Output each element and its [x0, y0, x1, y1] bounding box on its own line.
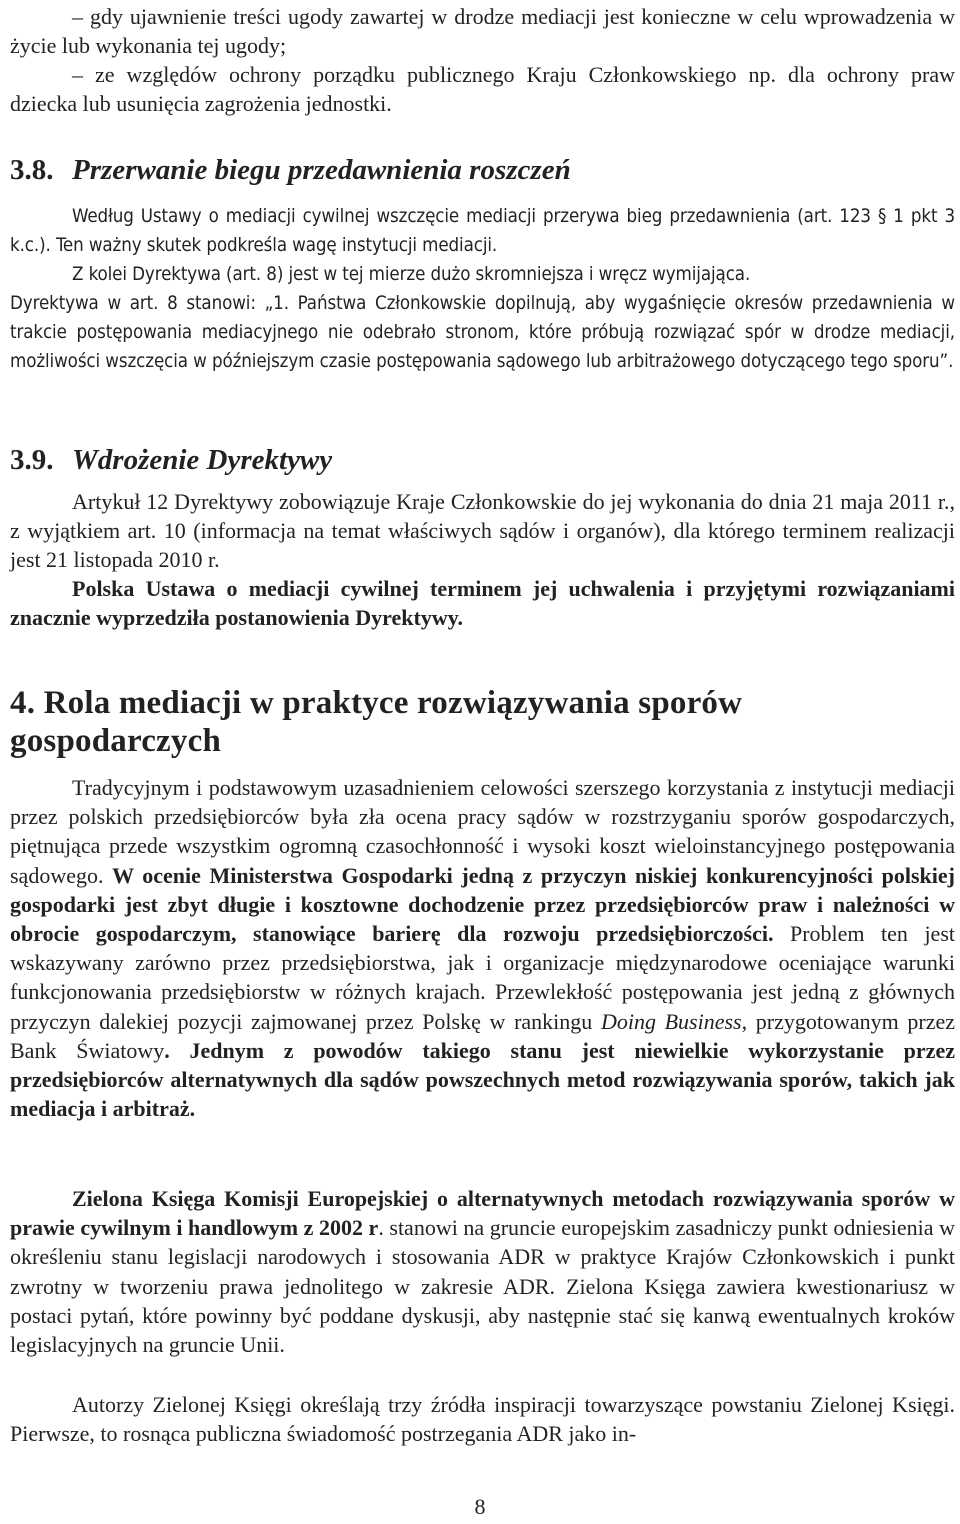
text-run-italic: Doing Business	[600, 1008, 742, 1034]
paragraph: Artykuł 12 Dyrektywy zobowiązuje Kraje Członkowskie do jej wykonania do dnia 21 maja 2011 r., z wyjątkiem art. 10 (informacja na temat właściwych sądów i organów), dla którego terminem realizacji jest 21 listopada 2010 r.	[10, 489, 955, 573]
section-title: Wdrożenie Dyrektywy	[72, 444, 333, 476]
text-run: Tradycyjnym i podstawowym uzasadnieniem celowości szerszego korzystania z instytucji mediacji przez polskich przedsiębiorców była zła ocena pracy sądów w rozstrzyganiu sporów gospodarczych, piętnująca przede wszystkim ogromną czasochłonność i wysoki koszt wieloinstancyjnego postępowania sądowego.	[10, 775, 955, 888]
list-item: – gdy ujawnienie treści ugody zawartej w drodze mediacji jest konieczne w celu wprowadzenia w życie lub wykonania tej ugody;	[10, 4, 955, 59]
paragraph: Z kolei Dyrektywa (art. 8) jest w tej mierze dużo skromniejsza i wręcz wymijająca.	[72, 264, 751, 285]
paragraph	[10, 1184, 955, 1359]
chapter-heading	[10, 684, 955, 760]
chapter-title-line1: Rola mediacji w praktyce rozwiązywania sporów	[43, 685, 743, 721]
section-title: Przerwanie biegu przedawnienia roszczeń	[72, 154, 571, 186]
text-run: Dyrektywa w art. 8 stanowi: „1.	[10, 293, 289, 314]
text-run-bold: Zielona Księga Komisji Europejskiej o alternatywnych metodach rozwiązywania sporów w prawie cywilnym i handlowym z 2002 r	[10, 1186, 955, 1241]
paragraph-bold: Polska Ustawa o mediacji cywilnej terminem jej uchwalenia i przyjętymi rozwiązaniami znacznie wyprzedziła postanowienia Dyrektywy.	[10, 576, 955, 631]
text-run-bold: . Jednym z powodów takiego stanu jest niewielkie wykorzystanie przez przedsiębiorców alternatywnych dla sądów powszechnych metod rozwiązywania sporów, takich jak mediacja i arbitraż.	[10, 1037, 955, 1122]
paragraph: Autorzy Zielonej Księgi określają trzy źródła inspiracji towarzyszące powstaniu Zielonej Księgi. Pierwsze, to rosnąca publiczna świadomość postrzegania ADR jako in-	[10, 1392, 955, 1447]
section-heading-3-8	[10, 152, 571, 188]
page-number: 8	[474, 1494, 486, 1519]
list-item: – ze względów ochrony porządku publicznego Kraju Członkowskiego np. dla ochrony praw dziecka lub usunięcia zagrożenia jednostki.	[10, 62, 955, 117]
chapter-number: 4.	[10, 685, 36, 721]
chapter-title-line2: gospodarczych	[10, 723, 221, 759]
section-heading-3-9	[10, 442, 332, 478]
paragraph	[10, 289, 955, 377]
text-run: Państwa Członkowskie dopilnują, aby wygaśnięcie okresów przedawnienia w trakcie postępowania mediacyjnego nie odebrało stronom, które próbują rozwiązać spór w drodze mediacji, możliwości wszczęcia w późniejszym czasie postępowania sądowego lub arbitrażowego dotyczącego tego sporu”.	[10, 293, 955, 373]
paragraph	[10, 773, 955, 1123]
text-run: . stanowi na gruncie europejskim zasadniczy punkt odniesienia w określeniu stanu legislacji narodowych i stosowania ADR w praktyce Krajów Członkowskich i punkt zwrotny w tworzeniu prawa jednolitego w zakresie ADR. Zielona Księga zawiera kwestionariusz w postaci pytań, które powinny być poddane dyskusji, aby następnie stać się kanwą ewentualnych kroków legislacyjnych na gruncie Unii.	[10, 1215, 955, 1358]
text-run-bold: W ocenie Ministerstwa Gospodarki jedną z przyczyn niskiej konkurencyjności polskiej gospodarki jest zbyt długie i kosztowne dochodzenie przez przedsiębiorców praw i należności w obrocie gospodarczym, stanowiące barierę dla rozwoju przedsiębiorczości.	[10, 862, 955, 947]
paragraph: Według Ustawy o mediacji cywilnej wszczęcie mediacji przerywa bieg przedawnienia (art. 123 § 1 pkt 3 k.c.). Ten ważny skutek podkreśla wagę instytucji mediacji.	[10, 206, 955, 257]
section-number: 3.8.	[10, 154, 54, 186]
section-number: 3.9.	[10, 444, 54, 476]
text-run: Problem ten jest wskazywany zarówno przez przedsiębiorstwa, jak i organizacje międzynarodowe oceniające warunki funkcjonowania przedsiębiorstw w różnych krajach. Przewlekłość postępowania jest jedną z głównych przyczyn dalekiej pozycji zajmowanej przez Polskę w rankingu	[10, 921, 955, 1034]
text-run: , przygotowanym przez Bank Światowy	[10, 1008, 955, 1063]
